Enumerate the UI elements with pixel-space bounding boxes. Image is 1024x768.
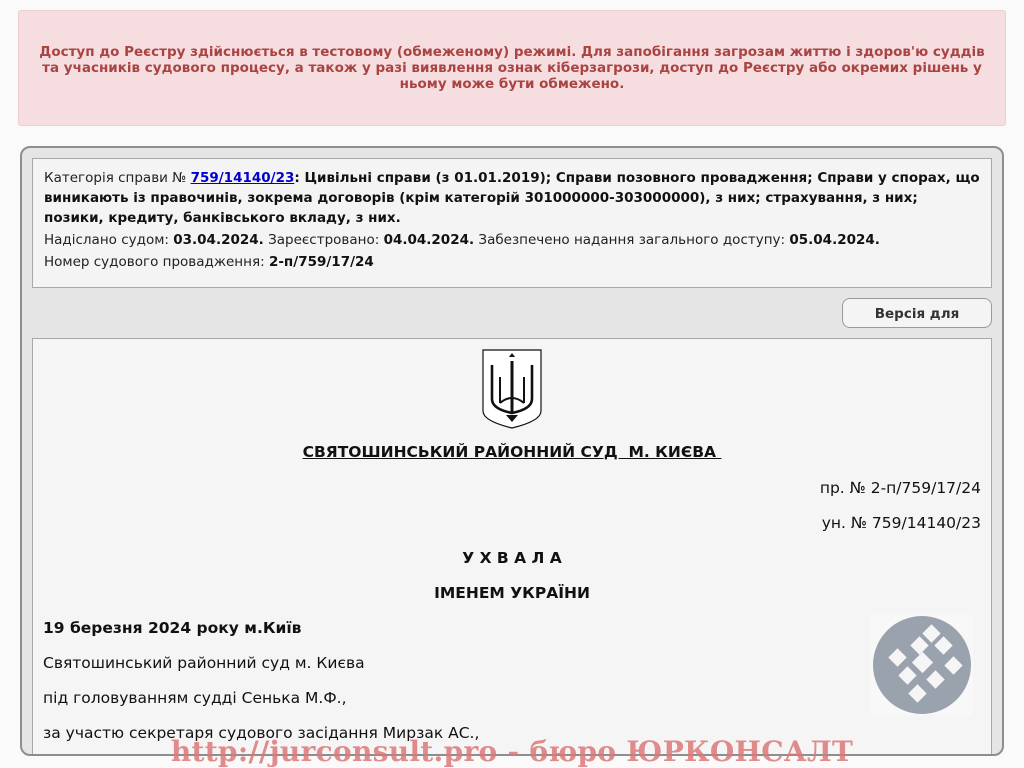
access-label: Забезпечено надання загального доступу: — [474, 232, 790, 248]
site-watermark: http://jurconsult.pro - бюро ЮРКОНСАЛТ — [170, 735, 854, 768]
document-type: У Х В А Л А — [462, 549, 562, 567]
access-warning-banner — [18, 10, 1006, 126]
proceeding-label: Номер судового провадження: — [44, 254, 269, 270]
court-name: СВЯТОШИНСЬКИЙ РАЙОННИЙ СУД М. КИЄВА — [302, 443, 722, 461]
sent-date: 03.04.2024. — [173, 232, 264, 248]
date-place: 19 березня 2024 року м.Київ — [43, 619, 302, 637]
proceeding-number: 2-п/759/17/24 — [268, 254, 374, 270]
court-line: Святошинський районний суд м. Києва — [43, 654, 365, 672]
decision-document — [32, 338, 992, 756]
case-category-label: Категорія справи № — [44, 170, 191, 186]
proceeding-row — [44, 252, 980, 272]
logo-stamp-icon — [871, 615, 973, 715]
case-category-text: : Цивільні справи (з 01.01.2019); Справи позовного провадження; Справи у спорах, що виникають із правочинів, зокрема договорів (крім категорій 301000000-303000000), з них; страхування, з них; позики, кредиту, банківського вкладу, з них. — [44, 170, 980, 226]
case-category-row — [44, 168, 980, 228]
sent-label: Надіслано судом: — [44, 232, 174, 248]
print-version-button[interactable]: Версія для — [842, 298, 992, 328]
access-date: 05.04.2024. — [789, 232, 880, 248]
trident-emblem-icon — [482, 349, 542, 429]
registered-date: 04.04.2024. — [383, 232, 475, 248]
secretary-line: за участю секретаря судового засідання Мирзак АС., — [43, 724, 480, 742]
decision-panel — [20, 146, 1004, 756]
proceeding-ref: пр. № 2-п/759/17/24 — [819, 479, 981, 497]
access-warning-text: Доступ до Реєстру здійснюється в тестовому (обмеженому) режимі. Для запобігання загрозам життю і здоров'ю суддів та учасників судового процесу, а також у разі виявлення ознак кіберзагрози, доступ до Реєстру або окремих рішень у ньому може бути обмежено. — [39, 44, 985, 92]
registered-label: Зареєстровано: — [263, 232, 384, 248]
case-dates-row — [44, 230, 980, 250]
in-name-heading: ІМЕНЕМ УКРАЇНИ — [434, 584, 590, 602]
case-number-link[interactable]: 759/14140/23 — [190, 170, 295, 186]
case-info-box — [32, 158, 992, 288]
unique-ref: ун. № 759/14140/23 — [821, 514, 981, 532]
judge-line: під головуванням судді Сенька М.Ф., — [43, 689, 347, 707]
